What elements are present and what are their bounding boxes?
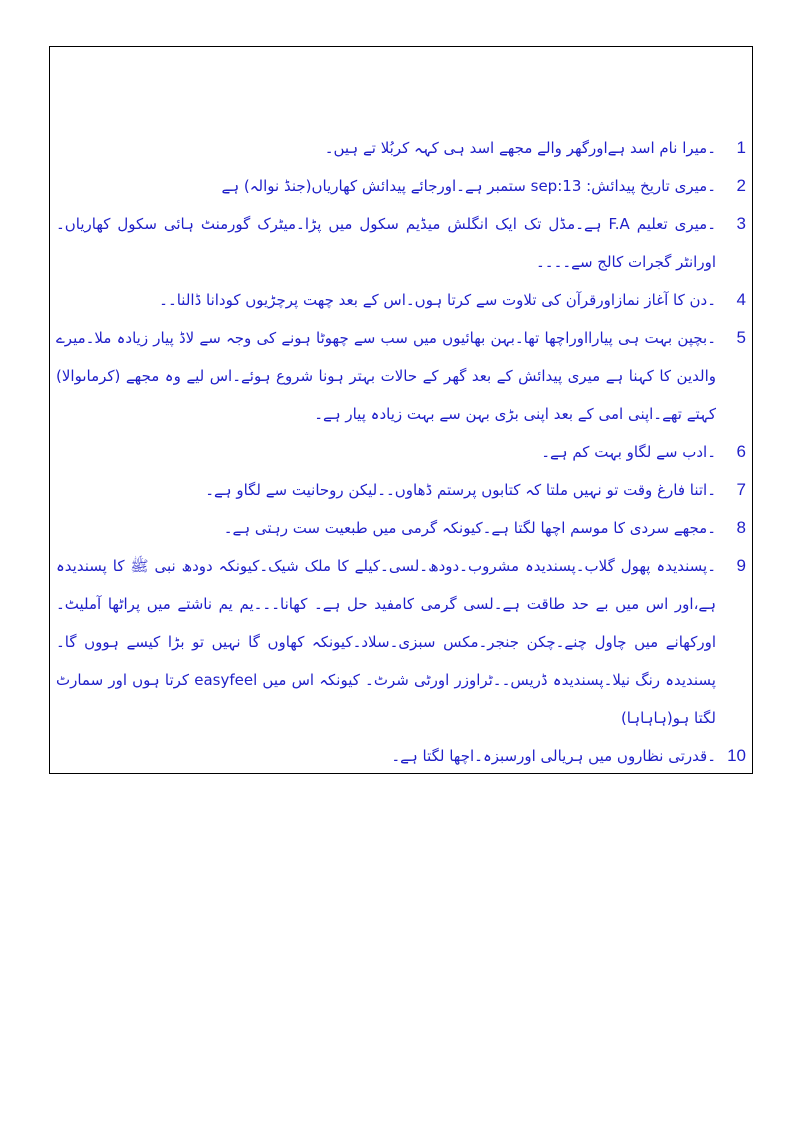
list-item-5 xyxy=(56,319,746,433)
item-text: ۔بچپن بہت ہی پیارااوراچھا تھا۔بہن بھائیوں میں سب سے چھوٹا ہونے کی وجہ سے لاڈ پیار زیادہ ملا۔میرے والدین کا کہنا ہے میری پیدائش کے بعد گھر کے حالات بہتر ہونا شروع ہوئے۔اس لیے وہ مجھے (کرماںوالا) کہتے تھے۔اپنی امی کے بعد اپنی بڑی بہن سے بہت زیادہ پیار ہے۔ xyxy=(56,329,716,423)
list-item-8 xyxy=(56,509,746,547)
list-item-1 xyxy=(56,129,746,167)
item-text: ۔قدرتی نظاروں میں ہریالی اورسبزہ۔اچھا لگتا ہے۔ xyxy=(391,747,716,765)
document-body xyxy=(56,129,746,775)
item-number: 7 xyxy=(736,480,746,499)
item-number: 3 xyxy=(736,214,746,233)
item-text: ۔میری تاریخ پیدائش: 13:sep ستمبر ہے۔اورجائے پیدائش کھاریاں(جنڈ نوالہ) ہے xyxy=(221,177,716,195)
item-text: ۔پسندیدہ پھول گلاب۔پسندیدہ مشروب۔دودھ۔لسی۔کیلے کا ملک شیک۔کیونکہ دودھ نبی ﷺ کا پسندیدہ ہے،اور اس میں بے حد طاقت ہے۔لسی گرمی کامفید حل ہے۔ کھانا۔۔۔یم یم ناشتے میں پراٹھا آملیٹ۔اورکھانے میں چاول چنے۔چکن جنجر۔مکس سبزی۔سلاد۔کیونکہ کھاوں گا نہیں تو بڑا کیسے ہووں گا۔پسندیدہ رنگ نیلا۔پسندیدہ ڈریس۔۔ٹراوزر اورٹی شرٹ۔ کیونکہ اس میں easyfeel کرتا ہوں اور سمارٹ لگتا ہو(ہاہاہا) xyxy=(56,557,716,727)
list-item-6 xyxy=(56,433,746,471)
item-number: 9 xyxy=(736,556,746,575)
list-item-10 xyxy=(56,737,746,775)
list-item-2 xyxy=(56,167,746,205)
list-item-4 xyxy=(56,281,746,319)
item-text: ۔ادب سے لگاو بہت کم ہے۔ xyxy=(541,443,716,461)
item-number: 8 xyxy=(736,518,746,537)
item-number: 10 xyxy=(727,746,746,765)
list-item-7 xyxy=(56,471,746,509)
item-text: ۔میرا نام اسد ہےاورگھر والے مجھے اسد ہی کہہ کربُلا تے ہیں۔ xyxy=(324,139,716,157)
page-frame xyxy=(49,46,753,774)
item-text: ۔میری تعلیم F.A ہے۔مڈل تک ایک انگلش میڈیم سکول میں پڑا۔میٹرک گورمنٹ ہائی سکول کھاریاں۔اورانٹر گجرات کالج سے۔۔۔۔ xyxy=(56,215,716,271)
item-number: 1 xyxy=(736,138,746,157)
item-text: ۔اتنا فارغ وقت تو نہیں ملتا کہ کتابوں پرستم ڈھاوں۔۔لیکن روحانیت سے لگاو ہے۔ xyxy=(205,481,716,499)
list-item-3 xyxy=(56,205,746,281)
item-number: 4 xyxy=(736,290,746,309)
list-item-9 xyxy=(56,547,746,737)
item-text: ۔مجھے سردی کا موسم اچھا لگتا ہے۔کیونکہ گرمی میں طبعیت ست رہتی ہے۔ xyxy=(223,519,716,537)
item-number: 6 xyxy=(736,442,746,461)
item-text: ۔دن کا آغاز نمازاورقرآن کی تلاوت سے کرتا ہوں۔اس کے بعد چھت پرچڑیوں کودانا ڈالنا۔۔ xyxy=(159,291,716,309)
item-number: 2 xyxy=(736,176,746,195)
item-number: 5 xyxy=(736,328,746,347)
